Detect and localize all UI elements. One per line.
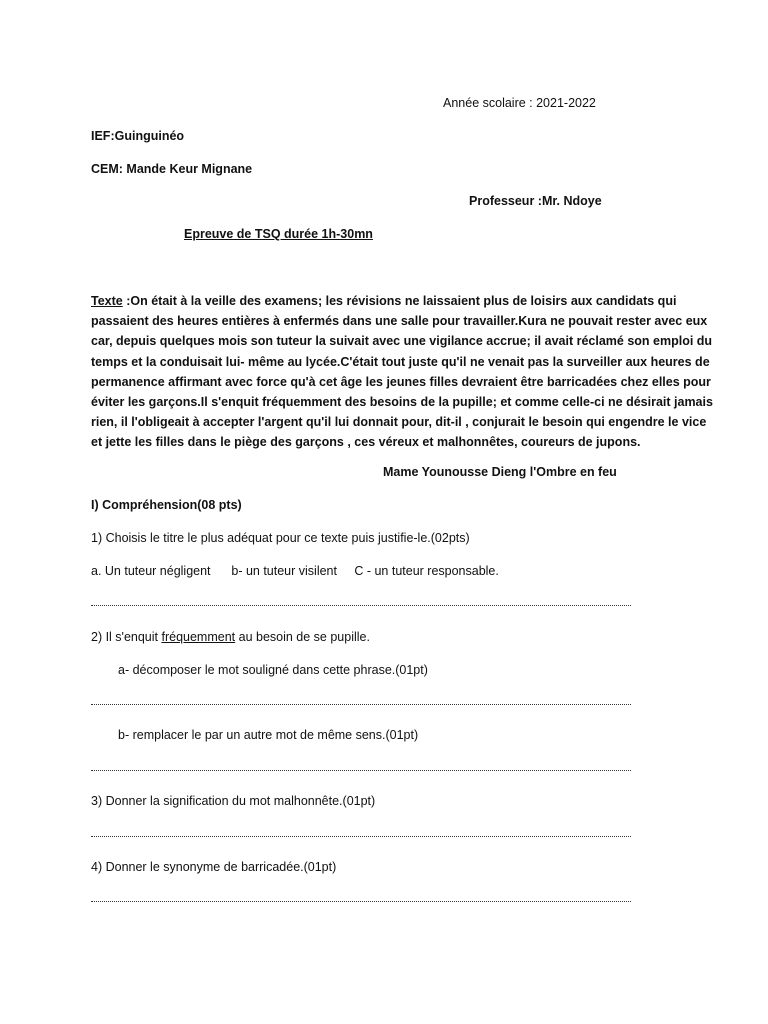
- question-4: 4) Donner le synonyme de barricadée.(01pt): [91, 860, 337, 874]
- answer-line-2a[interactable]: [91, 704, 631, 706]
- exam-title: Epreuve de TSQ durée 1h-30mn: [184, 227, 373, 241]
- text-line-7: rien, il l'obligeait à accepter l'argent qu'il lui donnait pour, dit-il , conjurait le besoin qui engendre le vice: [91, 415, 707, 430]
- ief-label: IEF:Guinguinéo: [91, 129, 185, 143]
- text-paragraph: [91, 291, 713, 453]
- question-3: 3) Donner la signification du mot malhonnête.(01pt): [91, 794, 376, 808]
- question-1-options: a. Un tuteur négligent b- un tuteur visilent C - un tuteur responsable.: [91, 564, 499, 578]
- school-year: Année scolaire : 2021-2022: [443, 96, 596, 110]
- answer-line-3[interactable]: [91, 836, 631, 838]
- text-line-1: Texte :On était à la veille des examens; les révisions ne laissaient plus de loisirs aux candidats qui: [91, 294, 677, 308]
- answer-line-1[interactable]: [91, 605, 631, 607]
- question-2: 2) Il s'enquit fréquemment au besoin de se pupille.: [91, 630, 370, 644]
- section-title: I) Compréhension(08 pts): [91, 498, 242, 512]
- text-line-4: temps et la conduisait lui- même au lycée.C'était tout juste qu'il ne venait pas la surveiller aux heures de: [91, 354, 710, 369]
- answer-line-2b[interactable]: [91, 770, 631, 772]
- text-line-5: permanence affirmant avec force qu'à cet âge les jeunes filles devraient être barricadées chez elles pour: [91, 374, 711, 389]
- question-2b: b- remplacer le par un autre mot de même sens.(01pt): [118, 728, 419, 742]
- text-line-2: passaient des heures entières à enfermés dans une salle pour travailler.Kura ne pouvait rester avec eux: [91, 314, 708, 329]
- text-source: Mame Younousse Dieng l'Ombre en feu: [383, 465, 617, 479]
- question-1: 1) Choisis le titre le plus adéquat pour ce texte puis justifie-le.(02pts): [91, 531, 470, 545]
- answer-line-4[interactable]: [91, 901, 631, 903]
- text-line-8: et jette les filles dans le piège des garçons , ces véreux et malhonnêtes, coureurs de jupons.: [91, 435, 641, 450]
- underlined-word: fréquemment: [161, 630, 236, 644]
- text-line-3: car, depuis quelques mois son tuteur la suivait avec une vigilance accrue; il avait réclamé son emploi du: [91, 334, 713, 349]
- cem-label: CEM: Mande Keur Mignane: [91, 162, 253, 176]
- text-label: Texte: [91, 294, 123, 308]
- text-line-6: éviter les garçons.Il s'enquit fréquemment des besoins de la pupille; et comme celle-ci ne désirait jamais: [91, 395, 713, 410]
- question-2a: a- décomposer le mot souligné dans cette phrase.(01pt): [118, 663, 428, 677]
- teacher-label: Professeur :Mr. Ndoye: [469, 194, 602, 208]
